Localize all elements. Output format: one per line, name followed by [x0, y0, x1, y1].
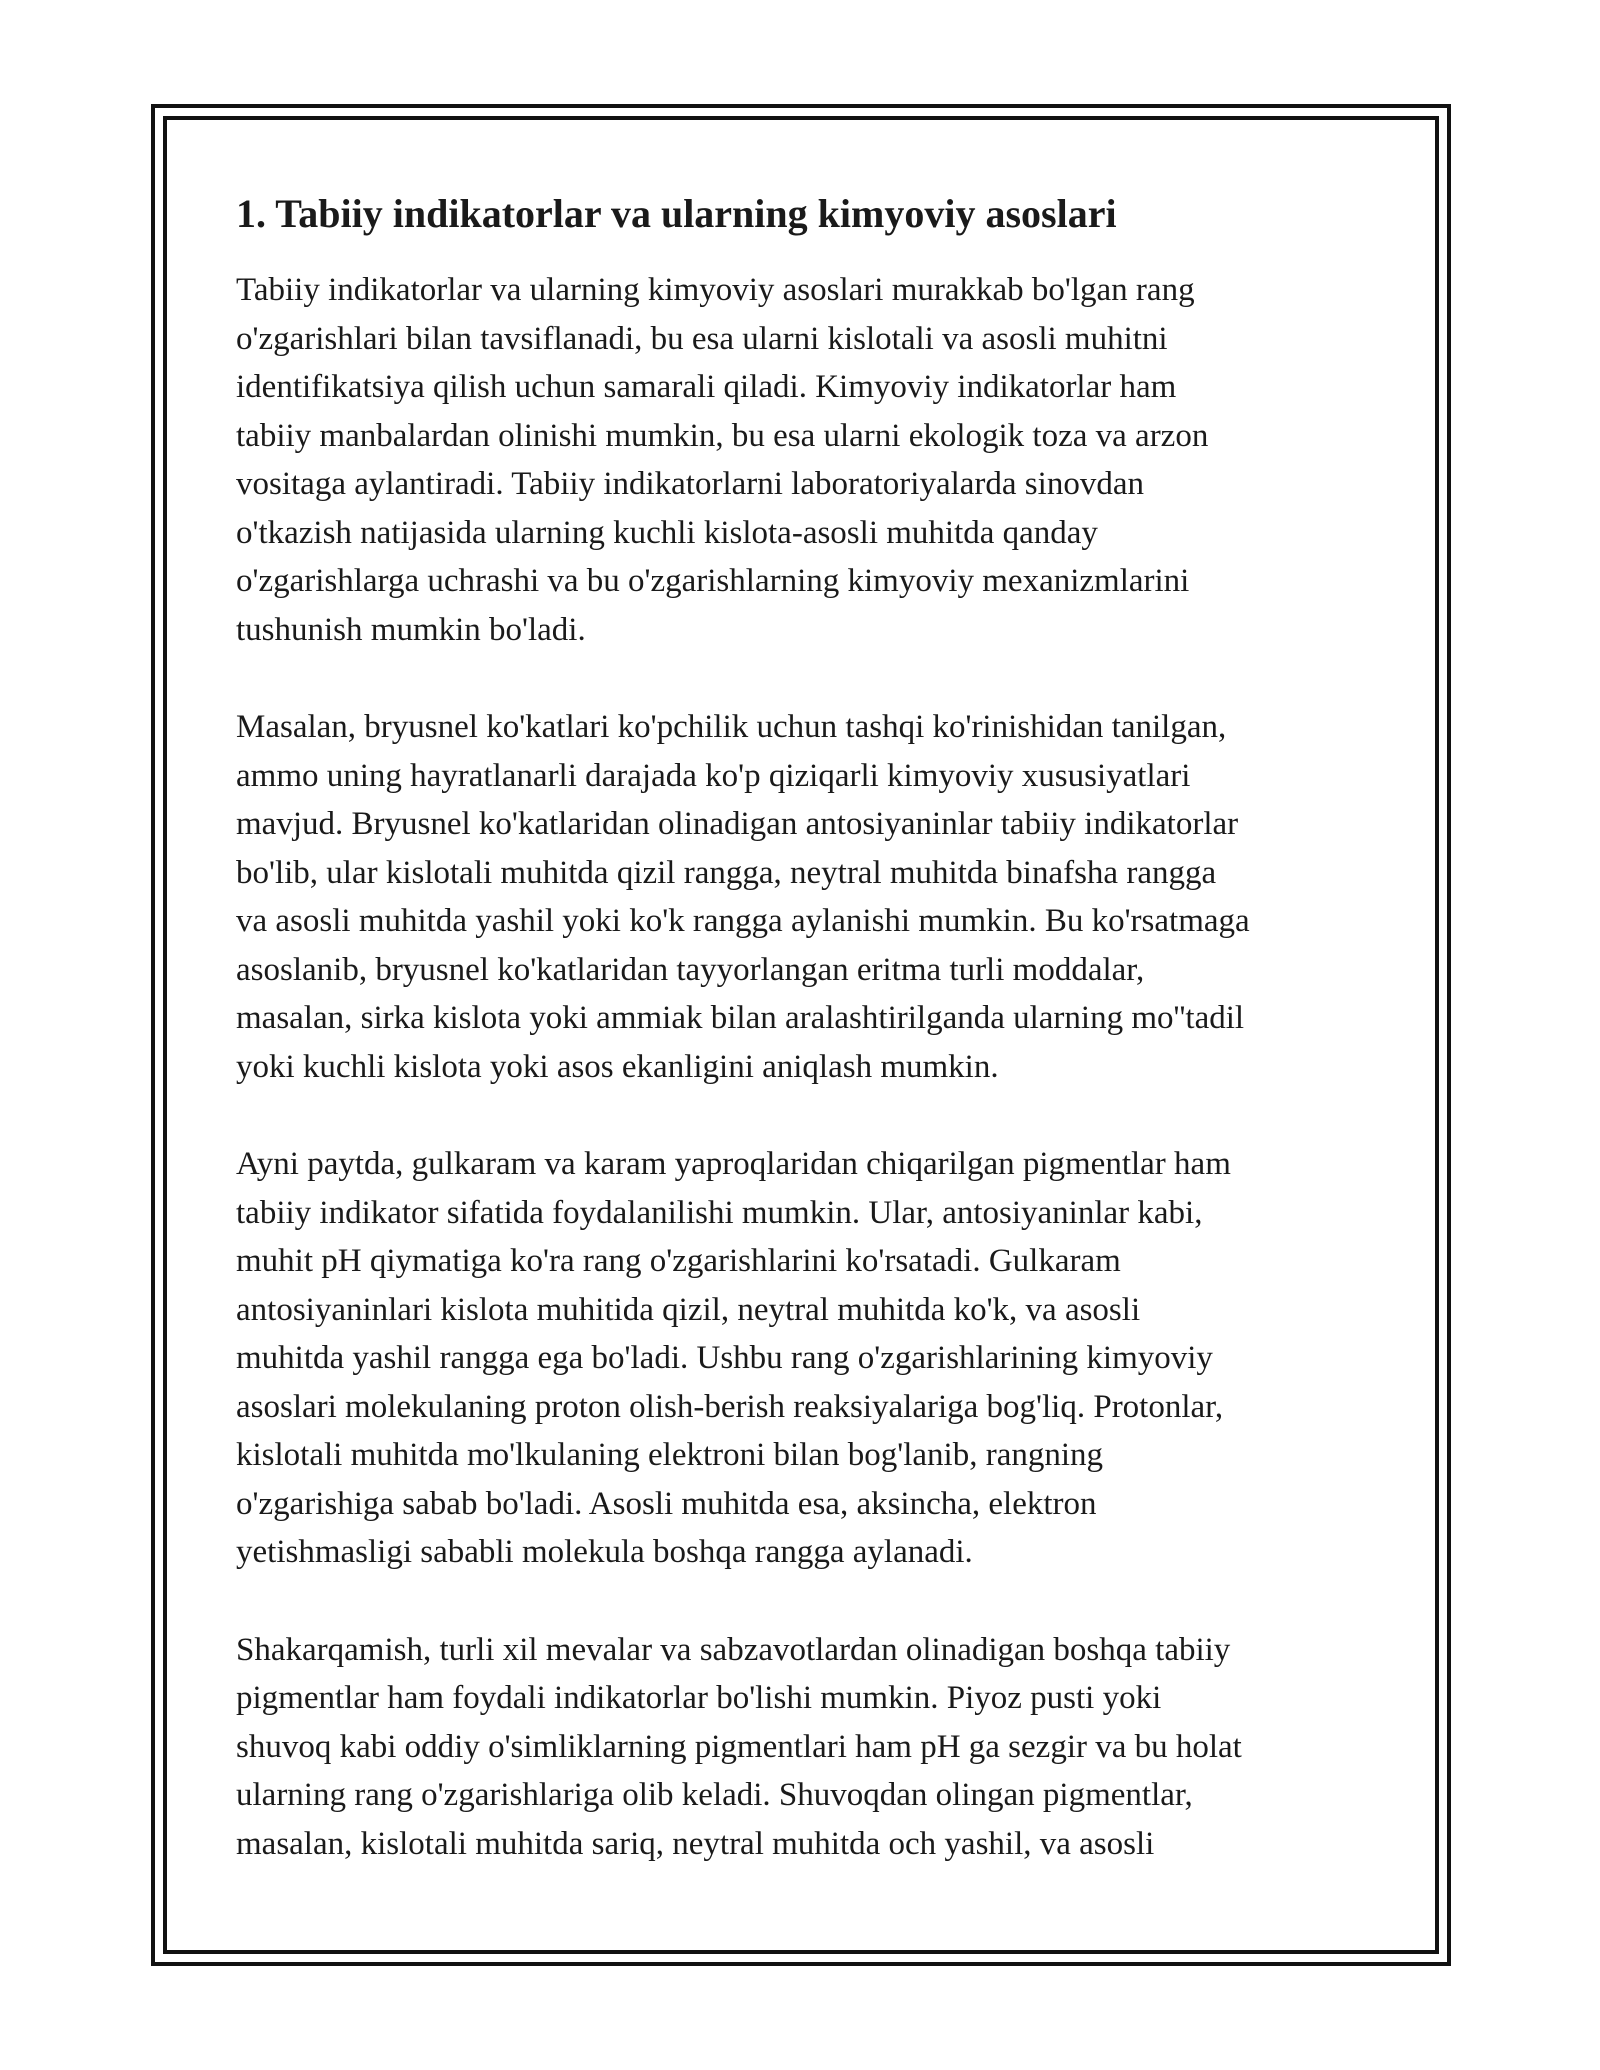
paragraph-line: Tabiiy indikatorlar va ularning kimyoviy asoslari murakkab bo'lgan rang [236, 272, 1195, 308]
paragraph-line: shuvoq kabi oddiy o'simliklarning pigmentlari ham pH ga sezgir va bu holat [236, 1728, 1242, 1765]
paragraph-line: asoslanib, bryusnel ko'katlaridan tayyorlangan eritma turli moddalar, [236, 951, 1145, 988]
document-body [236, 188, 1376, 1917]
body-paragraph [236, 1140, 1376, 1577]
paragraph-line: o'zgarishiga sabab bo'ladi. Asosli muhitda esa, aksincha, elektron [236, 1485, 1097, 1522]
paragraph-line: muhit pH qiymatiga ko'ra rang o'zgarishlarini ko'rsatadi. Gulkaram [236, 1243, 1121, 1279]
paragraph-line: o'zgarishlari bilan tavsiflanadi, bu esa ularni kislotali va asosli muhitni [236, 320, 1168, 357]
paragraph-line: Masalan, bryusnel ko'katlari ko'pchilik uchun tashqi ko'rinishidan tanilgan, [236, 709, 1227, 745]
paragraph-line: ammo uning hayratlanarli darajada ko'p qiziqarli kimyoviy xususiyatlari [236, 757, 1191, 794]
paragraph-line: Ayni paytda, gulkaram va karam yaproqlaridan chiqarilgan pigmentlar ham [236, 1146, 1231, 1182]
paragraph-line: tushunish mumkin bo'ladi. [236, 611, 586, 648]
paragraph-line: asoslari molekulaning proton olish-berish reaksiyalariga bog'liq. Protonlar, [236, 1388, 1224, 1425]
paragraph-line: tabiiy indikator sifatida foydalanilishi mumkin. Ular, antosiyaninlar kabi, [236, 1194, 1203, 1231]
paragraph-line: mavjud. Bryusnel ko'katlaridan olinadigan antosiyaninlar tabiiy indikatorlar [236, 806, 1239, 842]
paragraph-line: yetishmasligi sababli molekula boshqa rangga aylanadi. [236, 1534, 973, 1570]
paragraph-list [236, 266, 1376, 1868]
paragraph-line: identifikatsiya qilish uchun samarali qiladi. Kimyoviy indikatorlar ham [236, 369, 1177, 405]
body-paragraph [236, 703, 1376, 1091]
paragraph-line: masalan, sirka kislota yoki ammiak bilan aralashtirilganda ularning mo''tadil [236, 1000, 1245, 1036]
paragraph-line: antosiyaninlari kislota muhitida qizil, neytral muhitda ko'k, va asosli [236, 1291, 1141, 1328]
paragraph-line: Shakarqamish, turli xil mevalar va sabzavotlardan olinadigan boshqa tabiiy [236, 1631, 1231, 1668]
paragraph-line: ularning rang o'zgarishlariga olib keladi. Shuvoqdan olingan pigmentlar, [236, 1777, 1193, 1813]
paragraph-line: va asosli muhitda yashil yoki ko'k rangga aylanishi mumkin. Bu ko'rsatmaga [236, 903, 1250, 939]
paragraph-line: muhitda yashil rangga ega bo'ladi. Ushbu rang o'zgarishlarining kimyoviy [236, 1340, 1213, 1376]
paragraph-line: yoki kuchli kislota yoki asos ekanligini aniqlash mumkin. [236, 1048, 999, 1085]
paragraph-line: bo'lib, ular kislotali muhitda qizil rangga, neytral muhitda binafsha rangga [236, 854, 1217, 891]
paragraph-line: pigmentlar ham foydali indikatorlar bo'lishi mumkin. Piyoz pusti yoki [236, 1680, 1162, 1716]
paragraph-line: vositaga aylantiradi. Tabiiy indikatorlarni laboratoriyalarda sinovdan [236, 466, 1144, 502]
body-paragraph [236, 266, 1376, 654]
paragraph-line: kislotali muhitda mo'lkulaning elektroni bilan bog'lanib, rangning [236, 1437, 1104, 1473]
paragraph-line: tabiiy manbalardan olinishi mumkin, bu esa ularni ekologik toza va arzon [236, 417, 1209, 454]
paragraph-line: o'tkazish natijasida ularning kuchli kislota-asosli muhitda qanday [236, 514, 1098, 551]
paragraph-line: o'zgarishlarga uchrashi va bu o'zgarishlarning kimyoviy mexanizmlarini [236, 563, 1190, 599]
section-heading: 1. Tabiiy indikatorlar va ularning kimyoviy asoslari [236, 191, 1117, 236]
body-paragraph [236, 1626, 1376, 1869]
paragraph-line: masalan, kislotali muhitda sariq, neytral muhitda och yashil, va asosli [236, 1825, 1155, 1862]
